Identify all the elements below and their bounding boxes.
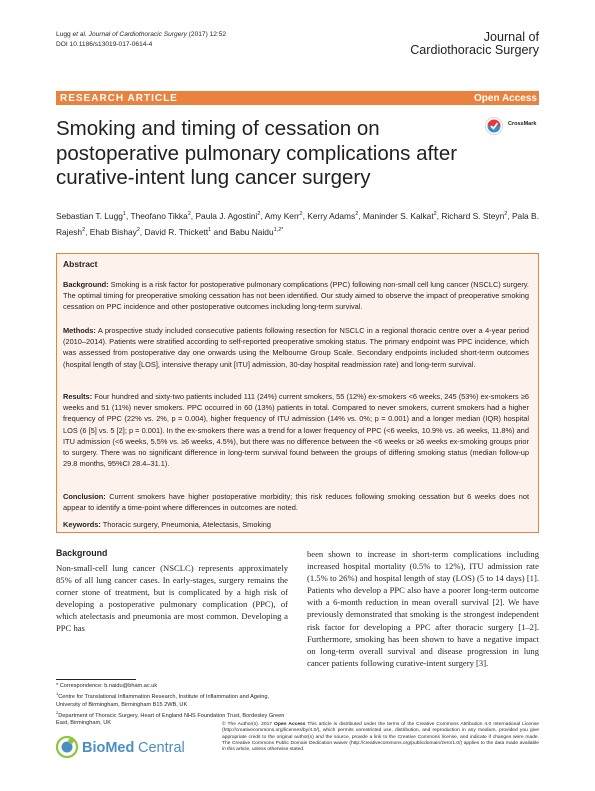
running-header xyxy=(56,30,226,50)
affiliation-1: $^1$Centre for Translational Inflammation Research, Institute of Inflammation and Ageing, University of Birmingham, Birmingham B15 2WB, UK xyxy=(56,691,270,708)
author-list: Sebastian T. Lugg$^1$, Theofano Tikka$^2$, Paula J. Agostini$^2$, Amy Kerr$^2$, Kerry Adams$^2$, Maninder S. Kalkat$^2$, Richard S. Steyn$^2$, Pala B. Rajesh$^2$, Ehab Bishay$^2$, David R. Thickett$^1$ and Babu Naidu$^{1,2*}$ xyxy=(56,210,539,238)
citation: Lugg et al. Journal of Cardiothoracic Surgery (2017) 12:52 xyxy=(56,31,227,38)
body-column-left: Non-small-cell lung cancer (NSCLC) represents approximately 85% of all lung cancer cases. In early-stages, surgery remains the corner stone of treatment, but is complicated by a high risk of developing a postoperative pulmonary complication (PPC), of which atelectasis and pneumonia are most common. Developing a PPC has xyxy=(56,563,288,634)
crossmark-label[interactable]: CrossMark xyxy=(508,121,537,127)
journal-name: Journal of Cardiothoracic Surgery xyxy=(410,30,539,57)
license-text: © The Author(s). 2017 Open Access This article is distributed under the terms of the Creative Commons Attribution 4.0 International License (http://creativecommons.org/licenses/by/4.0/), which permits unrestricted use, distribution, and reproduction in any medium, provided you give appropriate credit to the original author(s) and the source, provide a link to the Creative Commons license, and indicate if changes were made. The Creative Commons Public Domain Dedication waiver (http://creativecommons.org/publicdomain/zero/1.0/) applies to the data made available in this article, unless otherwise stated. xyxy=(222,722,539,753)
article-title: Smoking and timing of cessation on postoperative pulmonary complications after curative-intent lung cancer surgery xyxy=(56,117,458,189)
abstract-background: Background: Smoking is a risk factor for postoperative pulmonary complications (PPC) following non-small cell lung cancer (NSCLC) surgery. The optimal timing for preoperative smoking cessation has not been identified. Our study aimed to observe the impact of preoperative smoking cessation on PPC incidence and other postoperative outcomes including long-term survival. xyxy=(63,280,529,312)
doi: DOI 10.1186/s13019-017-0614-4 xyxy=(56,41,153,48)
affiliation-2: $^2$Department of Thoracic Surgery, Heart of England NHS Foundation Trust, Bordesley Green East, Birmingham, UK xyxy=(56,710,285,727)
correspondence: * Correspondence: b.naidu@bham.ac.uk xyxy=(56,683,158,689)
abstract-results: Results: Four hundred and sixty-two patients included 111 (24%) current smokers, 55 (12%) ex-smokers <6 weeks, 245 (53%) ex-smokers ≥6 weeks and 51 (11%) never smokers. PPC occurred in 60 (13%) patients in total. Compared to never smokers, current smokers had a higher frequency of PPC (22% vs. 2%, p = 0.004), higher frequency of ITU admission (14% vs. 0%; p = 0.001) and a longer median (IQR) hospital LOS (6 [5] vs. 5 [2]; p = 0.001). In the ex-smokers there was a trend for a lower frequency of PPC (<6 weeks, 10.9% vs. ≥6 weeks, 11.8%) and ITU admission (<6 weeks, 5.5% vs. ≥6 weeks, 4.5%), but there was no difference between the <6 weeks or ≥6 weeks ex-smoking groups prior to surgery. There was no significant difference in long-term survival found between the groups of differing smoking status (median follow-up 29.8 months, 95%CI 28.4–31.1). xyxy=(63,392,529,469)
biomed-central-logo xyxy=(56,735,206,759)
abstract-keywords: Keywords: Thoracic surgery, Pneumonia, Atelectasis, Smoking xyxy=(63,520,271,529)
abstract-heading: Abstract xyxy=(63,259,98,269)
logo-text-central: Central xyxy=(138,740,185,756)
open-access-label: Open Access xyxy=(474,93,537,104)
abstract-conclusion: Conclusion: Current smokers have higher postoperative morbidity; this risk reduces following smoking cessation but 6 weeks does not appear to identify a time-point where differences in outcomes are noted. xyxy=(63,492,529,513)
abstract-methods: Methods: A prospective study included consecutive patients following resection for NSCLC in a regional thoracic centre over a 4-year period (2010–2014). Patients were stratified according to self-reported preoperative smoking status. The primary endpoint was PPC incidence, which was assessed from postoperative day one onwards using the Melbourne Group Scale. Secondary endpoints included short-term outcomes (hospital length of stay [LOS], intensive therapy unit [ITU] admission, 30-day hospital readmission rate) and long-term survival. xyxy=(63,326,529,369)
article-type-label: RESEARCH ARTICLE xyxy=(60,93,178,104)
logo-text-biomed: BioMed xyxy=(82,740,135,756)
body-column-right: been shown to increase in short-term complications including increased hospital mortality (0.5% to 12%), ITU admission rate (1.5% to 26%) and hospital length of stay (LOS) (5 to 14 days) [1]. Patients who develop a PPC also have a poorer long-term outcome with a 6-month reduction in mean overall survival [2]. We have previously demonstrated that smoking is the strongest independent risk factor for developing a PPC after thoracic surgery [1–2]. Furthermore, smoking has been shown to have a negative impact on long-term overall survival and disease progression in lung cancer patients following curative-intent surgery [3]. xyxy=(307,549,539,668)
section-heading-background: Background xyxy=(56,548,108,558)
footnote-rule xyxy=(56,679,136,680)
